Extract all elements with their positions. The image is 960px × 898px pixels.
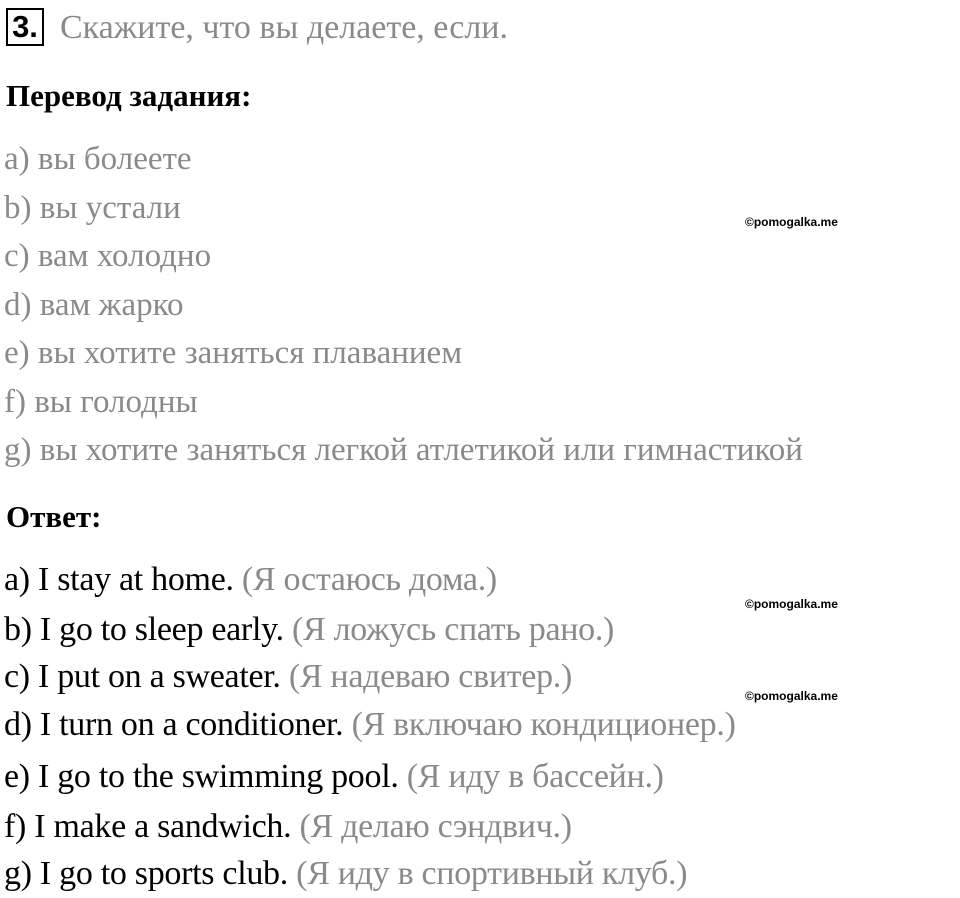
answer-heading: Ответ: [6, 499, 102, 534]
answer-item-f [4, 806, 572, 848]
translation-heading: Перевод задания: [6, 78, 252, 113]
answer-english: e) I go to the swimming pool. [4, 758, 399, 795]
answer-russian: (Я надеваю свитер.) [288, 658, 573, 695]
task-number-box: 3. [6, 8, 44, 46]
answer-item-c [4, 656, 572, 698]
answer-english: d) I turn on a conditioner. [4, 706, 344, 743]
translation-item-f: f) вы голодны [4, 384, 198, 420]
answer-item-e [4, 756, 664, 798]
watermark: ©pomogalka.me [745, 689, 838, 703]
answer-item-b [4, 609, 614, 651]
answer-english: g) I go to sports club. [4, 855, 288, 892]
answer-russian: (Я иду в бассейн.) [406, 758, 664, 795]
task-instruction: Скажите, что вы делаете, если. [60, 9, 508, 46]
answer-russian: (Я остаюсь дома.) [241, 561, 497, 598]
answer-item-d [4, 704, 736, 746]
translation-item-d: d) вам жарко [4, 287, 184, 323]
answer-russian: (Я ложусь спать рано.) [292, 611, 615, 648]
answer-item-a [4, 559, 497, 601]
translation-item-a: a) вы болеете [4, 141, 192, 177]
answer-english: f) I make a sandwich. [4, 808, 292, 845]
answer-english: c) I put on a sweater. [4, 658, 281, 695]
translation-item-g: g) вы хотите заняться легкой атлетикой или гимнастикой [4, 432, 803, 468]
answer-russian: (Я делаю сэндвич.) [299, 808, 572, 845]
watermark: ©pomogalka.me [745, 215, 838, 229]
answer-english: a) I stay at home. [4, 561, 234, 598]
answer-russian: (Я иду в спортивный клуб.) [296, 855, 688, 892]
watermark: ©pomogalka.me [745, 597, 838, 611]
answer-russian: (Я включаю кондиционер.) [351, 706, 736, 743]
translation-item-c: c) вам холодно [4, 238, 212, 274]
translation-item-e: e) вы хотите заняться плаванием [4, 335, 463, 371]
translation-item-b: b) вы устали [4, 190, 181, 226]
answer-english: b) I go to sleep early. [4, 611, 284, 648]
answer-item-g [4, 853, 687, 895]
